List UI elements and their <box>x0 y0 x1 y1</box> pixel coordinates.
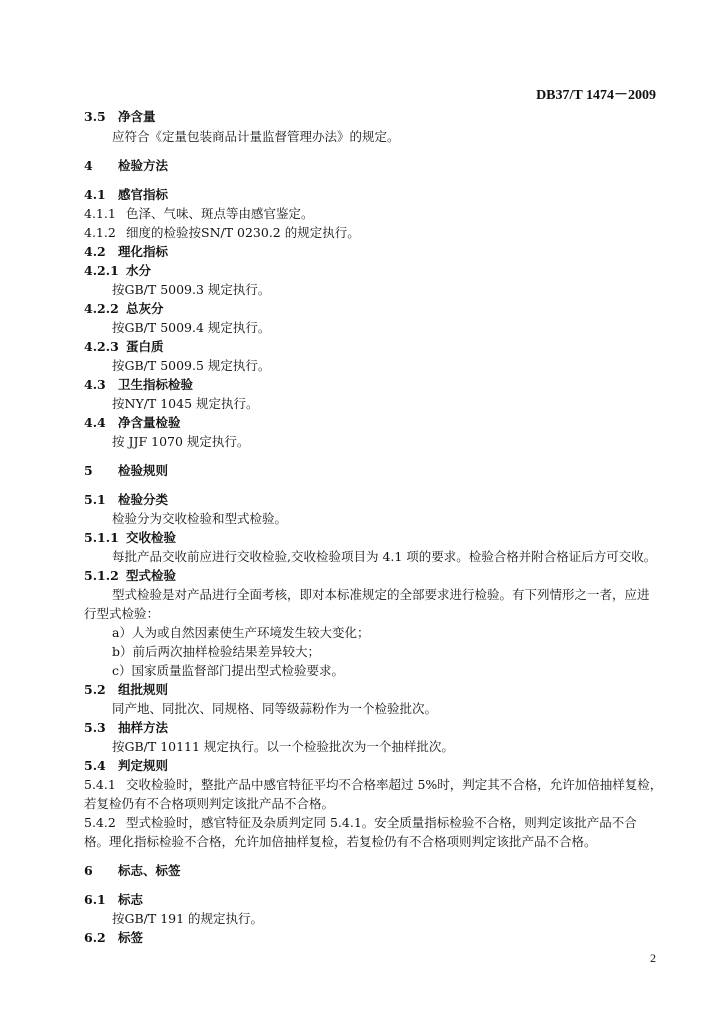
section-6-2 <box>84 929 143 947</box>
paragraph-text: 按GB/T 5009.3 规定执行。 <box>112 282 271 297</box>
section-5 <box>84 462 168 480</box>
section-number: 4.2.1 <box>84 263 119 278</box>
paragraph-text: 型式检验时，感官特征及杂质判定同 5.4.1。安全质量指标检验不合格，则判定该批产品不合 <box>126 815 637 830</box>
text-line <box>112 700 437 718</box>
text-line <box>112 548 656 566</box>
page-number: 2 <box>650 951 656 965</box>
section-5-3 <box>84 719 168 737</box>
section-5-4-2 <box>84 814 637 832</box>
text-line <box>112 643 320 661</box>
paragraph-text: 交收检验时，整批产品中感官特征平均不合格率超过 5%时，判定其不合格，允许加倍抽样复检， <box>126 777 663 792</box>
paragraph-text: 检验分为交收检验和型式检验。 <box>112 511 288 526</box>
paragraph-text: 应符合《定量包装商品计量监督管理办法》的规定。 <box>112 129 400 144</box>
paragraph-text: 按GB/T 5009.5 规定执行。 <box>112 358 271 373</box>
section-number: 5.1.2 <box>84 568 119 583</box>
section-number: 5.1 <box>84 492 106 507</box>
section-4 <box>84 157 168 175</box>
section-number: 4.2.3 <box>84 339 119 354</box>
section-title: 总灰分 <box>126 301 164 316</box>
paragraph-text: 行型式检验： <box>84 606 160 621</box>
section-4-1 <box>84 186 168 204</box>
paragraph-text: b）前后两次抽样检验结果差异较大； <box>112 644 321 659</box>
section-title: 检验分类 <box>118 492 169 507</box>
text-line <box>112 910 263 928</box>
section-6-1 <box>84 891 143 909</box>
paragraph-text: 每批产品交收前应进行交收检验,交收检验项目为 4.1 项的要求。检验合格并附合格证后方可交收。 <box>112 549 657 564</box>
section-4-4 <box>84 414 181 432</box>
section-title: 蛋白质 <box>126 339 164 354</box>
section-title: 标志 <box>118 892 144 907</box>
text-line <box>112 662 344 680</box>
paragraph-text: 按 JJF 1070 规定执行。 <box>112 434 250 449</box>
paragraph-text: a）人为或自然因素使生产环境发生较大变化； <box>112 625 370 640</box>
section-number: 5.4.1 <box>84 777 116 792</box>
section-title: 感官指标 <box>118 187 169 202</box>
section-number: 5.4 <box>84 758 106 773</box>
paragraph-text: 按NY/T 1045 规定执行。 <box>112 396 259 411</box>
text-line <box>112 281 270 299</box>
section-number: 3.5 <box>84 109 106 124</box>
section-4-1-2 <box>84 224 360 242</box>
text-line <box>112 128 400 146</box>
section-title: 组批规则 <box>118 682 169 697</box>
section-title: 判定规则 <box>118 758 169 773</box>
section-title: 净含量检验 <box>118 415 181 430</box>
section-5-1-2 <box>84 567 176 585</box>
paragraph-text: 细度的检验按SN/T 0230.2 的规定执行。 <box>126 225 360 240</box>
text-line <box>84 605 159 623</box>
section-4-2-3 <box>84 338 164 356</box>
section-number: 5.4.2 <box>84 815 116 830</box>
section-number: 4.1.2 <box>84 225 116 240</box>
section-5-1-1 <box>84 529 176 547</box>
section-5-4-1 <box>84 776 662 794</box>
text-line <box>112 357 270 375</box>
section-5-4 <box>84 757 168 775</box>
section-number: 4.1.1 <box>84 206 116 221</box>
text-line <box>112 624 369 642</box>
text-line <box>84 795 334 813</box>
text-line <box>112 433 249 451</box>
document-header: DB37/T 1474－2009 <box>536 88 656 103</box>
paragraph-text: c）国家质量监督部门提出型式检验要求。 <box>112 663 345 678</box>
paragraph-text: 按GB/T 10111 规定执行。以一个检验批次为一个抽样批次。 <box>112 739 454 754</box>
paragraph-text: 若复检仍有不合格项则判定该批产品不合格。 <box>84 796 335 811</box>
section-title: 型式检验 <box>126 568 177 583</box>
section-4-2 <box>84 243 168 261</box>
section-number: 4.2 <box>84 244 106 259</box>
text-line <box>112 395 259 413</box>
section-3-5 <box>84 108 156 126</box>
paragraph-text: 按GB/T 5009.4 规定执行。 <box>112 320 271 335</box>
section-number: 6.2 <box>84 930 106 945</box>
section-title: 净含量 <box>118 109 156 124</box>
section-number: 5.1.1 <box>84 530 119 545</box>
section-number: 5.2 <box>84 682 106 697</box>
paragraph-text: 同产地、同批次、同规格、同等级蒜粉作为一个检验批次。 <box>112 701 438 716</box>
section-number: 4.3 <box>84 377 106 392</box>
section-4-2-2 <box>84 300 164 318</box>
section-5-1 <box>84 491 168 509</box>
paragraph-text: 格。理化指标检验不合格，允许加倍抽样复检，若复检仍有不合格项则判定该批产品不合格。 <box>84 834 597 849</box>
section-5-2 <box>84 681 168 699</box>
text-line <box>84 833 597 851</box>
paragraph-text: 型式检验是对产品进行全面考核，即对本标准规定的全部要求进行检验。有下列情形之一者，应进 <box>112 587 650 602</box>
paragraph-text: 色泽、气味、斑点等由感官鉴定。 <box>126 206 314 221</box>
text-line <box>112 319 270 337</box>
section-number: 6 <box>84 863 93 878</box>
section-number: 5.3 <box>84 720 106 735</box>
section-number: 4.2.2 <box>84 301 119 316</box>
section-4-1-1 <box>84 205 314 223</box>
section-6 <box>84 862 181 880</box>
section-number: 4 <box>84 158 93 173</box>
section-title: 水分 <box>126 263 152 278</box>
section-number: 4.1 <box>84 187 106 202</box>
section-number: 5 <box>84 463 93 478</box>
section-number: 6.1 <box>84 892 106 907</box>
section-4-3 <box>84 376 193 394</box>
section-title: 标志、标签 <box>118 863 181 878</box>
section-title: 卫生指标检验 <box>118 377 194 392</box>
section-title: 检验方法 <box>118 158 169 173</box>
section-title: 理化指标 <box>118 244 169 259</box>
section-title: 检验规则 <box>118 463 169 478</box>
text-line <box>112 738 454 756</box>
section-title: 交收检验 <box>126 530 177 545</box>
section-title: 抽样方法 <box>118 720 169 735</box>
section-number: 4.4 <box>84 415 106 430</box>
paragraph-text: 按GB/T 191 的规定执行。 <box>112 911 264 926</box>
text-line <box>112 510 287 528</box>
section-4-2-1 <box>84 262 151 280</box>
section-title: 标签 <box>118 930 144 945</box>
text-line <box>112 586 650 604</box>
